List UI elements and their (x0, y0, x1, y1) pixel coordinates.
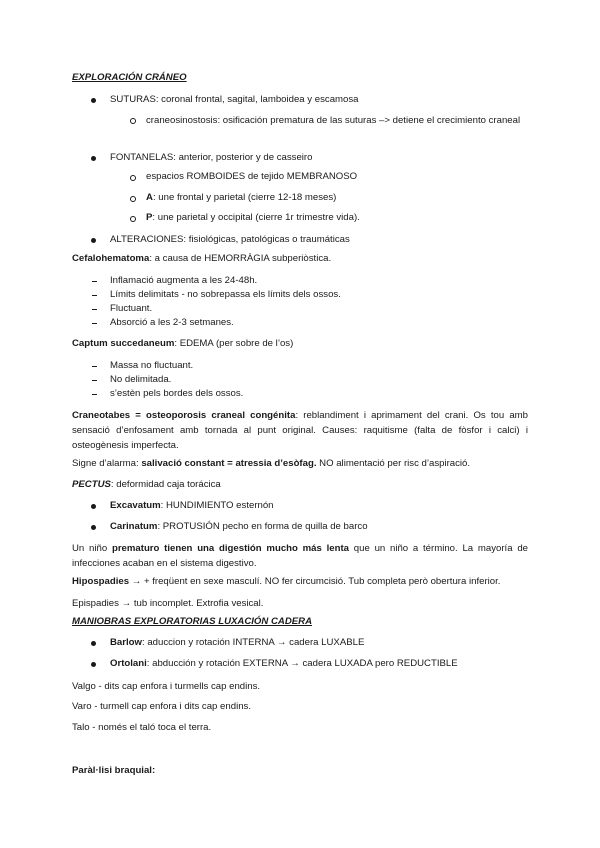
list-item-ortolani: Ortolani: abducción y rotación EXTERNA → cadera LUXADA pero REDUCTIBLE (110, 658, 458, 669)
dash-bullet-icon (92, 309, 97, 310)
list-item-cefalo: Inflamació augmenta a les 24-48h. (110, 275, 258, 286)
heading-paralisi-braquial: Paràl·lisi braquial: (72, 765, 156, 776)
list-item-excavatum: Excavatum: HUNDIMIENTO esternón (110, 500, 274, 511)
heading-exploracion-craneo: EXPLORACIÓN CRÁNEO (72, 72, 187, 83)
bullet-icon (91, 156, 96, 161)
list-item-caput: No delimitada. (110, 374, 172, 385)
para-talo: Talo - només el taló toca el terra. (72, 722, 212, 733)
list-item-cefalo: Límits delimitats - no sobrepassa els límits dels ossos. (110, 289, 341, 300)
list-item-fontanelas: FONTANELAS: anterior, posterior y de casseiro (110, 152, 313, 163)
para-prematuro: Un niño prematuro tienen una digestión mucho más lenta que un niño a término. La mayoría de infecciones acaban en el sistema digestivo. (72, 543, 528, 569)
dash-bullet-icon (92, 394, 97, 395)
dash-bullet-icon (92, 323, 97, 324)
list-item-cefalo: Absorció a les 2-3 setmanes. (110, 317, 234, 328)
list-item-carinatum: Carinatum: PROTUSIÓN pecho en forma de quilla de barco (110, 521, 368, 532)
bullet-icon (91, 238, 96, 243)
bullet-icon (91, 504, 96, 509)
heading-maniobras: MANIOBRAS EXPLORATORIAS LUXACIÓN CADERA (72, 616, 313, 627)
para-valgo: Valgo - dits cap enfora i turmells cap endins. (72, 681, 261, 692)
para-varo: Varo - turmell cap enfora i dits cap endins. (72, 701, 251, 712)
circle-bullet-icon (130, 196, 136, 202)
dash-bullet-icon (92, 281, 97, 282)
list-item-alteraciones: ALTERACIONES: fisiológicas, patológicas o traumáticas (110, 234, 350, 245)
list-item-suturas: SUTURAS: coronal frontal, sagital, lamboidea y escamosa (110, 94, 359, 105)
dash-bullet-icon (92, 295, 97, 296)
para-caput: Captum succedaneum: EDEMA (per sobre de l’os) (72, 338, 294, 349)
para-hipospadies: Hipospadies → + freqüent en sexe masculí. NO fer circumcisió. Tub completa però obertura inferior. (72, 576, 501, 587)
bullet-icon (91, 98, 96, 103)
list-item-caput: s’estèn pels bordes dels ossos. (110, 388, 244, 399)
para-craneotabes: Craneotabes = osteoporosis craneal congénita: reblandiment i aprimament del crani. Os tou amb sensació d’enfosament amb tornada al punt original. Causes: raquitisme (falta de fòsfor i calci) i osteogènesis imperfecta. (72, 410, 528, 451)
sub-item-fontanela-a: A: une frontal y parietal (cierre 12-18 meses) (146, 192, 337, 203)
para-epispadies: Epispadies → tub incomplet. Extrofia vesical. (72, 598, 264, 609)
dash-bullet-icon (92, 380, 97, 381)
para-signe-alarma: Signe d’alarma: salivació constant = atressia d’esòfag. NO alimentació per risc d’aspiració. (72, 458, 471, 469)
circle-bullet-icon (130, 118, 136, 124)
para-pectus: PECTUS: deformidad caja torácica (72, 479, 221, 490)
sub-item-craneosinostosis: craneosinostosis: osificación prematura de las suturas –> detiene el crecimiento craneal (146, 115, 521, 126)
bullet-icon (91, 525, 96, 530)
sub-item-fontanela-p: P: une parietal y occipital (cierre 1r trimestre vida). (146, 212, 360, 223)
para-cefalohematoma: Cefalohematoma: a causa de HEMORRÀGIA subperiòstica. (72, 253, 332, 264)
list-item-caput: Massa no fluctuant. (110, 360, 194, 371)
bullet-icon (91, 641, 96, 646)
sub-item-romboides: espacios ROMBOIDES de tejido MEMBRANOSO (146, 171, 358, 182)
circle-bullet-icon (130, 216, 136, 222)
circle-bullet-icon (130, 175, 136, 181)
bullet-icon (91, 662, 96, 667)
list-item-cefalo: Fluctuant. (110, 303, 153, 314)
list-item-barlow: Barlow: aduccion y rotación INTERNA → cadera LUXABLE (110, 637, 365, 648)
dash-bullet-icon (92, 366, 97, 367)
